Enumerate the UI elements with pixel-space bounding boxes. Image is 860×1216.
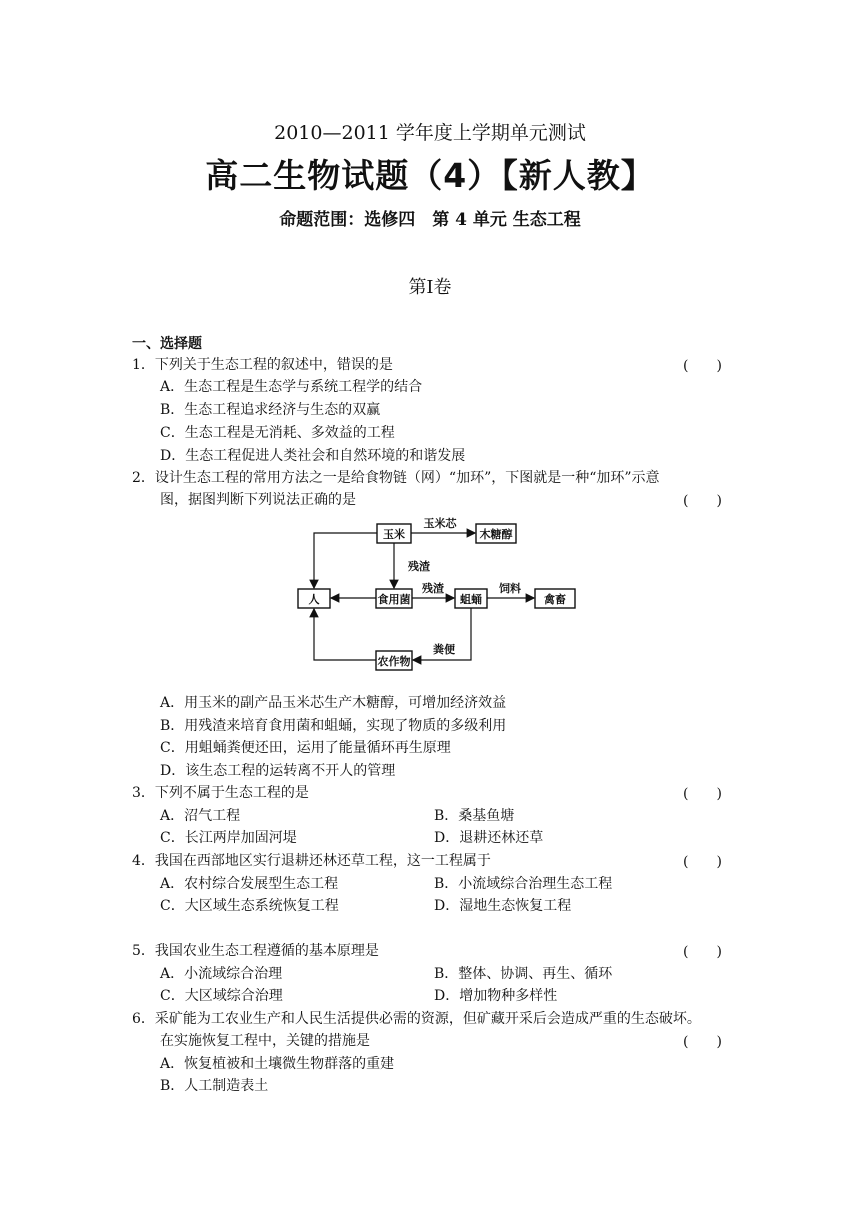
node-xylitol: 木糖醇 <box>479 528 513 541</box>
q4-option-c: C．大区域生态系统恢复工程 <box>160 898 339 914</box>
question-3-stem: 3．下列不属于生态工程的是 <box>132 785 309 801</box>
question-1-stem: 1．下列关于生态工程的叙述中，错误的是 <box>132 357 393 373</box>
q1-option-a: A．生态工程是生态学与系统工程学的结合 <box>160 379 423 395</box>
q2-option-d: D．该生态工程的运转离不开人的管理 <box>160 763 396 779</box>
answer-blank-2[interactable]: ( ) <box>683 493 722 509</box>
q6-option-a: A．恢复植被和土壤微生物群落的重建 <box>160 1056 395 1072</box>
q2-option-a: A．用玉米的副产品玉米芯生产木糖醇，可增加经济效益 <box>160 695 507 711</box>
q3-option-c: C．长江两岸加固河堤 <box>160 830 297 846</box>
answer-blank-5[interactable]: ( ) <box>683 944 722 960</box>
node-livestock: 禽畜 <box>544 593 566 606</box>
q6-option-b: B．人工制造表土 <box>160 1078 269 1094</box>
q5-option-c: C．大区域综合治理 <box>160 988 283 1004</box>
exam-scope: 命题范围：选修四 第 4 单元 生态工程 <box>279 210 581 230</box>
q3-option-a: A．沼气工程 <box>160 808 241 824</box>
q5-option-a: A．小流域综合治理 <box>160 966 283 982</box>
q3-option-b: B．桑基鱼塘 <box>434 808 515 824</box>
q2-option-b: B．用残渣来培育食用菌和蛆蛹，实现了物质的多级利用 <box>160 718 507 734</box>
answer-blank-6[interactable]: ( ) <box>683 1034 722 1050</box>
answer-blank-3[interactable]: ( ) <box>683 786 722 802</box>
answer-blank-4[interactable]: ( ) <box>683 854 722 870</box>
q4-option-b: B．小流域综合治理生态工程 <box>434 876 613 892</box>
question-6-stem-cont: 在实施恢复工程中，关键的措施是 <box>160 1033 370 1049</box>
q2-option-c: C．用蛆蛹粪便还田，运用了能量循环再生原理 <box>160 740 451 756</box>
food-chain-diagram <box>290 512 590 677</box>
volume-label: 第Ⅰ卷 <box>408 277 452 298</box>
edge-label-manure: 粪便 <box>433 643 455 656</box>
question-6-stem: 6．采矿能为工农业生产和人民生活提供必需的资源，但矿藏开采后会造成严重的生态破坏。 <box>132 1011 701 1027</box>
q1-option-d: D．生态工程促进人类社会和自然环境的和谐发展 <box>160 448 466 464</box>
edge-crops-to-human <box>314 609 376 660</box>
edge-label-residue-2: 残渣 <box>422 582 444 595</box>
answer-blank-1[interactable]: ( ) <box>683 358 722 374</box>
q1-option-c: C．生态工程是无消耗、多效益的工程 <box>160 425 395 441</box>
q1-option-b: B．生态工程追求经济与生态的双赢 <box>160 402 381 418</box>
edge-label-feed: 饲料 <box>499 582 521 595</box>
node-corn: 玉米 <box>383 528 405 541</box>
exam-subtitle: 2010—2011 学年度上学期单元测试 <box>274 122 586 144</box>
edge-label-residue-1: 残渣 <box>408 560 430 573</box>
q5-option-b: B．整体、协调、再生、循环 <box>434 966 613 982</box>
edge-corn-to-human <box>314 533 377 588</box>
q5-option-d: D．增加物种多样性 <box>434 988 558 1004</box>
q4-option-a: A．农村综合发展型生态工程 <box>160 876 339 892</box>
question-4-stem: 4．我国在西部地区实行退耕还林还草工程，这一工程属于 <box>132 853 491 869</box>
question-2-stem: 2．设计生态工程的常用方法之一是给食物链（网）“加环”，下图就是一种“加环”示意 <box>132 470 660 486</box>
node-maggot: 蛆蛹 <box>460 593 482 606</box>
question-2-stem-cont: 图，据图判断下列说法正确的是 <box>160 492 356 508</box>
question-5-stem: 5．我国农业生态工程遵循的基本原理是 <box>132 943 379 959</box>
section-heading: 一、选择题 <box>132 336 202 352</box>
edge-label-corncob: 玉米芯 <box>423 517 457 530</box>
q4-option-d: D．湿地生态恢复工程 <box>434 898 572 914</box>
node-fungus: 食用菌 <box>377 593 411 606</box>
exam-title: 高二生物试题（4）【新人教】 <box>205 156 655 195</box>
node-human: 人 <box>308 593 320 606</box>
q3-option-d: D．退耕还林还草 <box>434 830 544 846</box>
node-crops: 农作物 <box>377 655 411 668</box>
